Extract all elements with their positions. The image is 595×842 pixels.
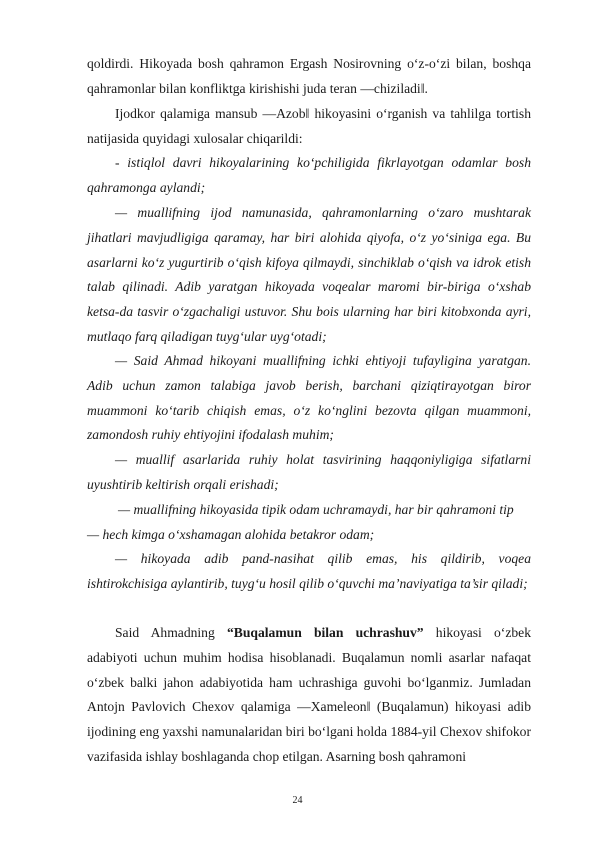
paragraph-conclusions-lead: Ijodkor qalamiga mansub ―Azob‖ hikoyasini o‘rganish va tahlilga tortish natijasida quyidagi xulosalar chiqarildi: [87,106,531,146]
paragraph-buqalamun [87,621,531,770]
conclusion-item-4: — muallif asarlarida ruhiy holat tasvirining haqqoniyligiga sifatlarni uyushtirib keltirish orqali erishadi; [87,452,531,492]
paragraph-intro: qoldirdi. Hikoyada bosh qahramon Ergash Nosirovning o‘z-o‘zi bilan, boshqa qahramonlar bilan konfliktga kirishishi juda teran ―chiziladi‖. [87,56,531,96]
conclusion-item-1: - istiqlol davri hikoyalarining ko‘pchiligida fikrlayotgan odamlar bosh qahramonga aylandi; [87,155,531,195]
conclusion-item-2: — muallifning ijod namunasida, qahramonlarning o‘zaro mushtarak jihatlari mavjudligiga qaramay, har biri alohida qiyofa, o‘z yo‘siniga ega. Bu asarlarni ko‘z yugurtirib o‘qish kifoya qilmaydi, sinchiklab o‘qish va idrok etish talab qilinadi. Adib yaratgan hikoyada voqealar maromi bir-biriga o‘xshab ketsa-da tasvir o‘zgachaligi ustuvor. Shu bois ularning har biri kitobxonda ayri, mutlaqo farq qiladigan tuyg‘ular uyg‘otadi; [87,205,531,344]
paragraph-body: hikoyasi o‘zbek adabiyoti uchun muhim hodisa hisoblanadi. Buqalamun nomli asarlar nafaqat o‘zbek balki jahon adabiyotida ham uchrashiga guvohi bo‘lganmiz. Jumladan Antojn Pavlovich Chexov qalamiga ―Xameleon‖ (Buqalamun) hikoyasi adib ijodining eng yaxshi namunalaridan biri bo‘lgani holda 1884-yil Chexov shifokor vazifasida ishlay boshlaganda chop etilgan. Asarning bosh qahramoni [87,625,531,764]
conclusion-item-5-continued: — hech kimga o‘xshamagan alohida betakror odam; [87,527,375,542]
page-number: 24 [292,795,303,806]
conclusion-item-5: — muallifning hikoyasida tipik odam uchramaydi, har bir qahramoni tip [118,502,514,517]
story-title: “Buqalamun bilan uchrashuv” [226,625,424,640]
conclusion-item-6: — hikoyada adib pand-nasihat qilib emas, his qildirib, voqea ishtirokchisiga aylantirib, tuyg‘u hosil qilib o‘quvchi ma’naviyatiga ta’sir qiladi; [87,551,531,591]
paragraph-lead: Said Ahmadning [115,625,227,640]
conclusion-item-3: — Said Ahmad hikoyani muallifning ichki ehtiyoji tufayligina yaratgan. Adib uchun zamon talabiga javob berish, barchani qiziqtirayotgan biror muammoni ko‘tarib chiqish emas, o‘z ko‘nglini bezovta qilgan muammoni, zamondosh ruhiy ehtiyojini ifodalash muhim; [87,353,531,443]
